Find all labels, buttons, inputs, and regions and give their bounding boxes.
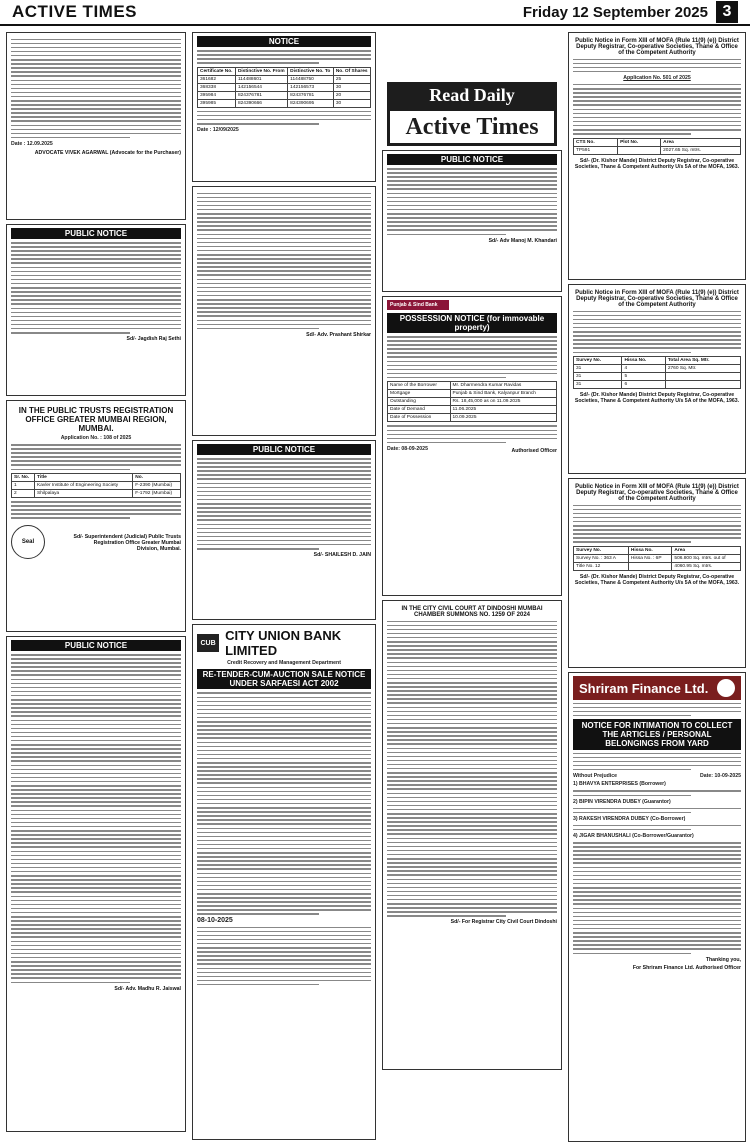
table-cell: Survey No. : 363 A <box>574 554 629 562</box>
court-summons <box>382 600 562 1070</box>
table-header: No. Of Shares <box>333 67 370 75</box>
notice-body <box>11 654 181 983</box>
table-cell: 2 <box>12 490 35 498</box>
table-row <box>574 381 741 389</box>
table-cell: Date of Demand <box>388 406 451 414</box>
table-cell: Title No. 12 <box>574 562 629 570</box>
notice-signature: For Shriram Finance Ltd. Authorised Officer <box>632 964 741 971</box>
table-cell: 824390666 <box>235 99 287 107</box>
public-notice-jaiswal <box>6 636 186 1132</box>
notice-signature: Sd/- Jagdish Raj Sethi <box>126 336 181 343</box>
notice-body <box>573 59 741 73</box>
survey-table <box>573 356 741 389</box>
table-header-row <box>12 474 181 482</box>
notice-signature: Sd/- Adv Manoj M. Khandari <box>488 237 557 244</box>
bank-name: Punjab & Sind Bank <box>390 302 438 308</box>
table-row <box>574 146 741 154</box>
table-cell: 5 <box>622 373 665 381</box>
table-cell: 4 <box>622 365 665 373</box>
table-cell: Hissa No. : 6P <box>628 554 672 562</box>
share-certificate-notice <box>192 32 376 182</box>
notice-body <box>573 825 741 831</box>
trusts-table <box>11 473 181 498</box>
notice-body <box>387 621 557 917</box>
table-cell: 30 <box>333 83 370 91</box>
shriram-notice-title: NOTICE FOR INTIMATION TO COLLECT THE ARTICLES / PERSONAL BELONGINGS FROM YARD <box>573 719 741 750</box>
notice-date-row <box>573 773 741 779</box>
table-cell: F-1792 (Mumbai) <box>133 490 181 498</box>
certificate-table <box>197 67 371 108</box>
table-cell: 114488750 <box>288 75 334 83</box>
table-row <box>198 75 371 83</box>
notice-body <box>573 842 741 954</box>
masthead <box>0 0 750 26</box>
table-header: Sr. No. <box>12 474 35 482</box>
table-cell: 506.800 Sq. mtrs. out of <box>672 554 741 562</box>
notice-body <box>573 808 741 814</box>
table-row <box>12 482 181 490</box>
notice-signature: Sd/- SHAILESH D. JAIN <box>313 552 371 559</box>
table-row <box>198 83 371 91</box>
table-row <box>388 398 557 406</box>
notice-body <box>387 168 557 235</box>
table-row <box>12 490 181 498</box>
bank-department: Credit Recovery and Management Department <box>227 660 341 666</box>
notice-signature: ADVOCATE VIVEK AGARWAL (Advocate for the Purchaser) <box>34 149 181 156</box>
table-header: Survey No. <box>574 546 629 554</box>
table-header: Survey No. <box>574 357 622 365</box>
table-row <box>574 365 741 373</box>
table-cell: TP591 <box>574 146 618 154</box>
table-cell: 20 <box>333 91 370 99</box>
notice-heading: PUBLIC NOTICE <box>387 154 557 165</box>
table-cell: 824376781 <box>235 91 287 99</box>
shriram-header <box>573 676 741 700</box>
column-2 <box>192 32 376 1142</box>
table-row <box>574 373 741 381</box>
addressee-1: 1) BHAVYA ENTERPRISES (Borrower) <box>573 781 666 788</box>
notice-heading: Public Notice in Form XIII of MOFA (Rule 11(9) (e)) District Deputy Registrar, Co-operative Societies, Thane & Office of the Competent Authority <box>575 290 739 308</box>
table-cell: 361682 <box>198 75 236 83</box>
table-header: Plot No. <box>618 138 661 146</box>
notice-body <box>197 193 371 330</box>
notice-advocate-agarwal <box>6 32 186 220</box>
table-cell: 824390695 <box>288 99 334 107</box>
company-name: Shriram Finance Ltd. <box>579 680 709 696</box>
newspaper-title: ACTIVE TIMES <box>12 2 138 21</box>
table-cell: 31 <box>574 373 622 381</box>
table-header: Distinctive No. From <box>235 67 287 75</box>
column-3 <box>382 32 562 1142</box>
table-header: Hissa No. <box>622 357 665 365</box>
application-number: Application No. : 108 of 2025 <box>60 435 132 441</box>
possession-notice <box>382 296 562 596</box>
notice-date: Date : 12/09/2025 <box>197 127 239 134</box>
table-cell: 395985 <box>198 99 236 107</box>
table-cell <box>628 562 672 570</box>
table-cell: 2027.65 Sq. mtrs. <box>661 146 741 154</box>
notice-signature: Sd/- Adv. Prashant Shirkar <box>306 331 371 338</box>
notice-body <box>387 425 557 443</box>
table-cell <box>665 381 740 389</box>
notice-body <box>197 111 371 125</box>
table-cell: 142156573 <box>288 83 334 91</box>
bank-name: CITY UNION BANK LIMITED <box>225 628 342 658</box>
notice-body <box>197 458 371 550</box>
addressee-2: 2) BIPIN VIRENDRA DUBEY (Guarantor) <box>573 798 671 805</box>
notice-date: Date: 10-09-2025 <box>700 773 741 780</box>
notice-body <box>573 505 741 543</box>
survey-table <box>573 546 741 571</box>
auction-title: RE-TENDER-CUM-AUCTION SALE NOTICE UNDER SARFAESI ACT 2002 <box>197 669 371 689</box>
table-row <box>574 554 741 562</box>
table-cell: Punjab & Sind Bank, Kalyanpur Branch <box>450 390 557 398</box>
bank-header <box>197 628 371 658</box>
table-header-row <box>574 546 741 554</box>
notice-body <box>11 242 181 334</box>
table-cell: 6 <box>622 381 665 389</box>
table-header: Hissa No. <box>628 546 672 554</box>
notice-body <box>11 39 181 139</box>
notice-heading: PUBLIC NOTICE <box>11 640 181 651</box>
table-cell: 31 <box>574 365 622 373</box>
table-row <box>388 390 557 398</box>
table-cell <box>665 373 740 381</box>
table-header: Certificate No. <box>198 67 236 75</box>
table-row <box>198 91 371 99</box>
notice-footer <box>11 522 181 562</box>
public-notice-jain <box>192 440 376 620</box>
banner-line-2: Active Times <box>387 108 557 146</box>
notice-heading: Public Notice in Form XIII of MOFA (Rule 11(9) (e)) District Deputy Registrar, Co-operative Societies, Thane & Office of the Competent Authority <box>575 38 739 56</box>
city-union-bank-notice <box>192 624 376 1140</box>
table-header: Distinctive No. To <box>288 67 334 75</box>
notice-signature: Authorised Officer <box>511 447 557 454</box>
application-number: Application No. 501 of 2025 <box>623 74 691 81</box>
table-cell: 824376781 <box>288 91 334 99</box>
mofa-notice-2 <box>568 284 746 474</box>
without-prejudice: Without Prejudice <box>573 773 618 780</box>
notice-signature: Sd/- (Dr. Kishor Mande) District Deputy Registrar, Co-operative Societies, Thane & Competent Authority U/s 5A of the MOFA, 1963. <box>574 392 740 405</box>
table-cell: F-2390 (Mumbai) <box>133 482 181 490</box>
table-cell: Shilpalaya <box>35 490 133 498</box>
notice-heading: IN THE PUBLIC TRUSTS REGISTRATION OFFICE GREATER MUMBAI REGION, MUMBAI. <box>18 406 174 433</box>
table-cell: 2760 Sq. Mtr. <box>665 365 740 373</box>
column-1 <box>6 32 186 1142</box>
table-header: Area <box>661 138 741 146</box>
court-heading: IN THE CITY CIVIL COURT AT DINDOSHI MUMBAI CHAMBER SUMMONS NO. 1259 OF 2024 <box>401 606 543 618</box>
table-cell: Mr. Dharmendra Kumar Ravidas <box>450 382 557 390</box>
table-cell: Mortgage <box>388 390 451 398</box>
table-cell: Name of the Borrower <box>388 382 451 390</box>
notice-heading: NOTICE <box>197 36 371 47</box>
table-cell: Rs. 18,45,000 as on 11.09.2025 <box>450 398 557 406</box>
column-4 <box>568 32 746 1142</box>
table-cell: 142156544 <box>235 83 287 91</box>
read-daily-banner <box>387 82 557 146</box>
bank-logo <box>387 300 449 310</box>
notice-body <box>573 753 741 771</box>
table-cell: 395984 <box>198 91 236 99</box>
notice-heading: PUBLIC NOTICE <box>11 228 181 239</box>
notice-body <box>197 692 371 915</box>
table-row <box>574 562 741 570</box>
notice-body <box>11 501 181 519</box>
notice-body <box>387 336 557 378</box>
notice-body <box>197 50 371 64</box>
public-notice-khandari <box>382 150 562 292</box>
table-header: Total Area Sq. Mtr. <box>665 357 740 365</box>
notice-body <box>573 703 741 717</box>
table-cell: Date of Possession <box>388 414 451 422</box>
notice-signature: Sd/- (Dr. Kishor Mande) District Deputy Registrar, Co-operative Societies, Thane & Competent Authority U/s 5A of the MOFA, 1963. <box>574 157 740 170</box>
notice-body <box>197 927 371 986</box>
table-row <box>198 99 371 107</box>
table-cell <box>618 146 661 154</box>
table-header: No. <box>133 474 181 482</box>
table-cell: 114488601 <box>235 75 287 83</box>
table-cell: 1 <box>12 482 35 490</box>
table-cell: 4060.95 Sq. mtrs. <box>672 562 741 570</box>
mofa-notice-1 <box>568 32 746 280</box>
table-cell: 30 <box>333 99 370 107</box>
table-header-row <box>198 67 371 75</box>
table-row <box>388 382 557 390</box>
public-notice-sethi <box>6 224 186 396</box>
addressee-3: 3) RAKESH VIRENDRA DUBEY (Co-Borrower) <box>573 815 686 822</box>
table-header: CTS No. <box>574 138 618 146</box>
notice-body <box>573 790 741 796</box>
notice-heading: Public Notice in Form XIII of MOFA (Rule 11(9) (e)) District Deputy Registrar, Co-operative Societies, Thane & Office of the Competent Authority <box>575 484 739 502</box>
table-header-row <box>574 138 741 146</box>
public-trusts-notice <box>6 400 186 632</box>
table-row <box>388 406 557 414</box>
table-header: Title <box>35 474 133 482</box>
closing-thanks: Thanking you, <box>705 956 741 963</box>
notice-body <box>573 311 741 353</box>
notice-body <box>573 84 741 135</box>
notice-signature: Sd/- (Dr. Kishor Mande) District Deputy Registrar, Co-operative Societies, Thane & Competent Authority U/s 5A of the MOFA, 1963. <box>574 573 740 586</box>
table-header-row <box>574 357 741 365</box>
table-row <box>388 414 557 422</box>
addressee-4: 4) JIGAR BHANUSHALI (Co-Borrower/Guarantor) <box>573 833 694 839</box>
seal-stamp: Seal <box>11 525 45 559</box>
masthead-right <box>523 1 738 23</box>
notice-shirkar <box>192 186 376 436</box>
banner-line-1: Read Daily <box>387 82 557 108</box>
shriram-logo-icon <box>717 679 735 697</box>
notice-footer <box>387 446 557 454</box>
page-number: 3 <box>716 1 738 23</box>
table-cell: Kavler Institute of Engineering Society <box>35 482 133 490</box>
auction-date: 08-10-2025 <box>197 916 233 924</box>
possession-heading: POSSESSION NOTICE (for immovable property) <box>387 313 557 333</box>
issue-date: Friday 12 September 2025 <box>522 3 708 21</box>
shriram-finance-notice <box>568 672 746 1142</box>
table-header: Area <box>672 546 741 554</box>
notice-signature: Sd/- Adv. Madhu R. Jaiswal <box>114 985 181 992</box>
bank-logo: CUB <box>197 634 219 652</box>
table-cell: 31 <box>574 381 622 389</box>
table-cell: Outstanding <box>388 398 451 406</box>
notice-date: Date: 08-09-2025 <box>387 445 428 452</box>
table-cell: 25 <box>333 75 370 83</box>
possession-table <box>387 381 557 422</box>
notice-date: Date : 12.09.2025 <box>11 141 53 148</box>
notice-signature: Sd/- Superintendent (Judicial) Public Trusts Registration Office Greater Mumbai Division, Mumbai. <box>73 533 181 552</box>
mofa-notice-3 <box>568 478 746 668</box>
table-cell: 10.09.2025 <box>450 414 557 422</box>
notice-signature: Sd/- For Registrar City Civil Court Dindoshi <box>450 919 557 926</box>
notice-body <box>11 444 181 470</box>
cts-table <box>573 138 741 155</box>
table-cell: 11.06.2025 <box>450 406 557 414</box>
notice-heading: PUBLIC NOTICE <box>197 444 371 455</box>
table-cell: 368338 <box>198 83 236 91</box>
